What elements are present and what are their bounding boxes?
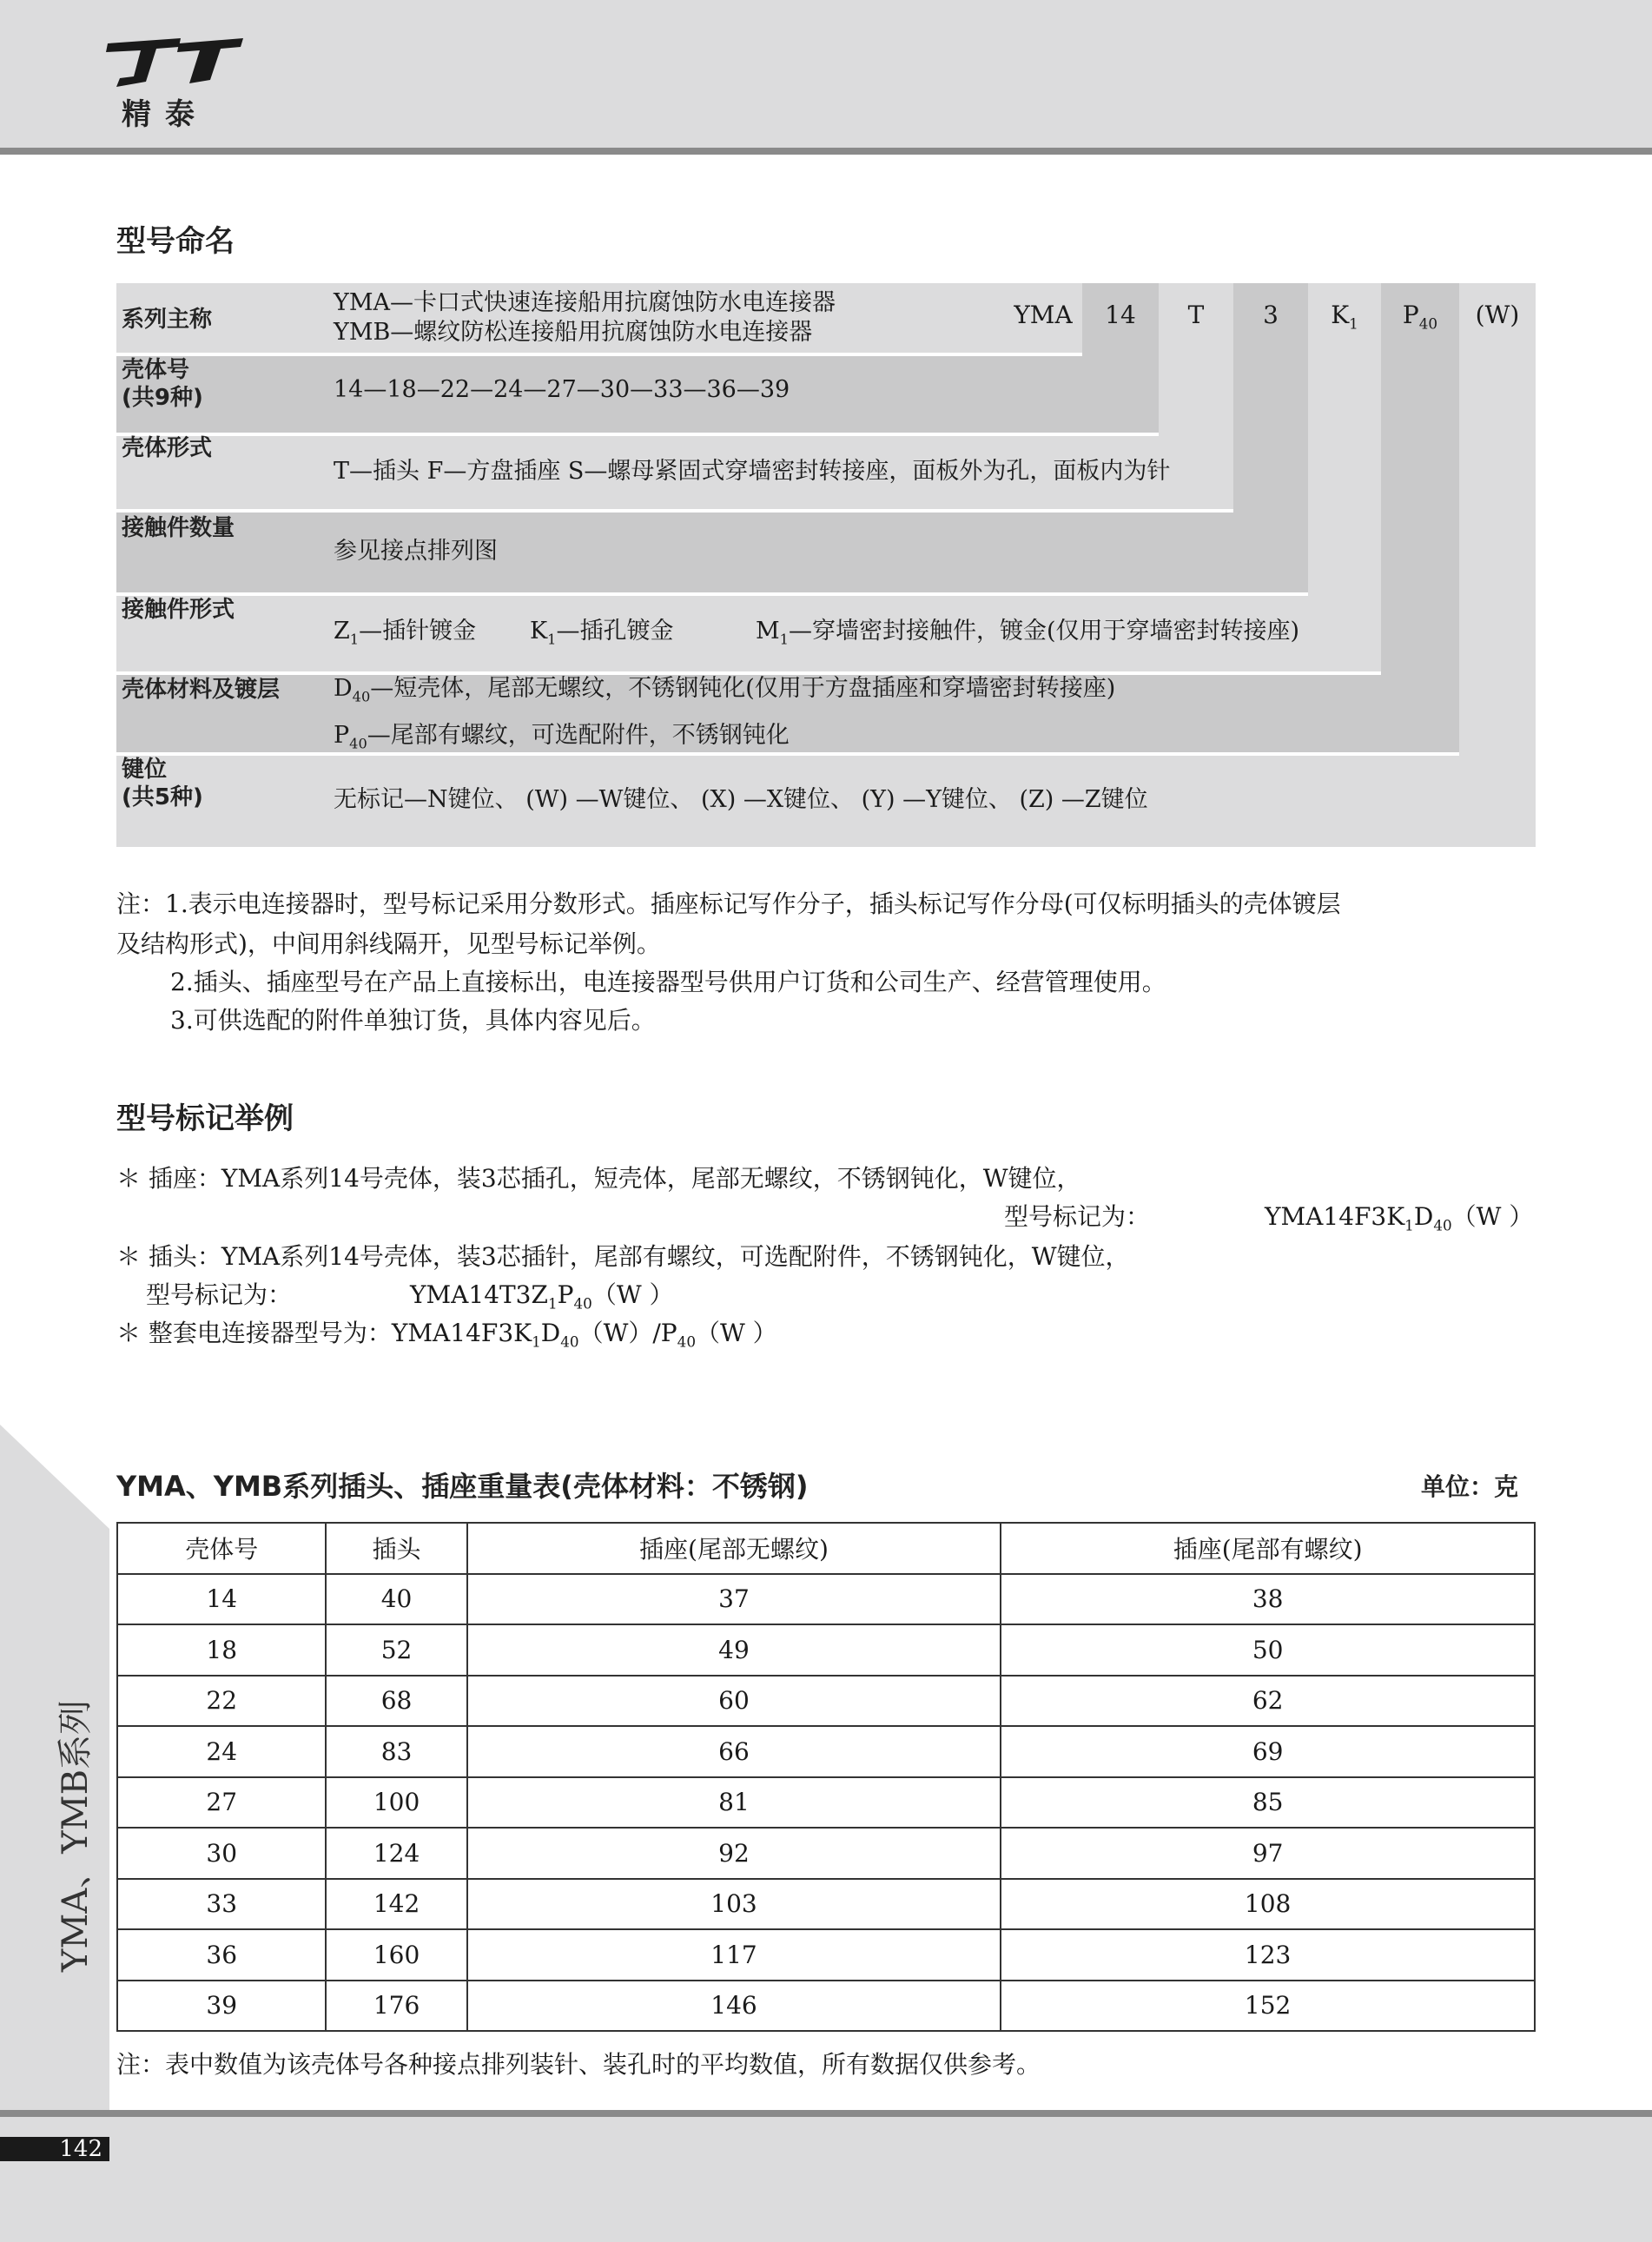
value-keying: 无标记—N键位、 (W) —W键位、 (X) —X键位、 (Y) —Y键位、 (Z) —Z键位: [334, 786, 1148, 813]
jt-logo-icon: [104, 36, 243, 89]
cell: 14: [117, 1574, 326, 1625]
cell: 38: [1001, 1574, 1535, 1625]
row-divider: [116, 509, 1233, 513]
label-keying-count: (共5种): [122, 784, 203, 810]
cell: 142: [326, 1879, 466, 1930]
table-row: [117, 1624, 1535, 1676]
col-header-socket-thread: 插座(尾部有螺纹): [1001, 1523, 1535, 1574]
table-row: [117, 1574, 1535, 1625]
cell: 37: [467, 1574, 1001, 1625]
example-set-code: ＊ 整套电连接器型号为：$YMA14F3K_1D_{40}(W)/P_{40}(W$ ）: [116, 1319, 777, 1351]
table-row: [117, 1879, 1535, 1930]
cell: 30: [117, 1828, 326, 1879]
col-header-socket-nothread: 插座(尾部无螺纹): [467, 1523, 1001, 1574]
weights-note: 注：表中数值为该壳体号各种接点排列装针、装孔时的平均数值，所有数据仅供参考。: [116, 2050, 1041, 2079]
col-header-shell: 壳体号: [117, 1523, 326, 1574]
cell: 60: [467, 1676, 1001, 1727]
cell: 83: [326, 1726, 466, 1777]
cell: 36: [117, 1929, 326, 1981]
label-contact-type: 接触件形式: [122, 597, 235, 623]
value-material-p40: $P_{40}—$尾部有螺纹，可选配附件，不锈钢钝化: [334, 722, 790, 752]
example-heading: 型号标记举例: [116, 1101, 294, 1136]
label-material: 壳体材料及镀层: [122, 677, 281, 703]
cell: 39: [117, 1981, 326, 2032]
table-row: [117, 1777, 1535, 1829]
cell: 66: [467, 1726, 1001, 1777]
value-shell-sizes: 14—18—22—24—27—30—33—36—39: [334, 376, 790, 403]
table-header-row: [117, 1523, 1535, 1574]
cell: 124: [326, 1828, 466, 1879]
cell: 49: [467, 1624, 1001, 1676]
note-line-1: 注：1.表示电连接器时，型号标记采用分数形式。插座标记写作分子，插头标记写作分母(可仅标明插头的壳体镀层: [116, 890, 1341, 918]
side-series-title: YMA、YMB系列: [56, 1699, 96, 1972]
footer-rule: [0, 2110, 1652, 2117]
code-w: (W): [1475, 301, 1520, 329]
header-rule: [0, 148, 1652, 155]
row-divider: [116, 592, 1308, 596]
row-divider: [116, 433, 1159, 436]
page-header: [0, 0, 1652, 148]
naming-heading: 型号命名: [116, 224, 235, 259]
col-header-plug: 插头: [326, 1523, 466, 1574]
cell: 81: [467, 1777, 1001, 1829]
code-yma: YMA: [1014, 301, 1073, 329]
value-shell-type: T—插头 F—方盘插座 S—螺母紧固式穿墙密封转接座，面板外为孔，面板内为针: [334, 458, 1171, 485]
page-footer: [0, 2117, 1652, 2242]
code-k1: $K_1$: [1331, 301, 1358, 333]
cell: 33: [117, 1879, 326, 1930]
label-shell-size-count: (共9种): [122, 385, 203, 411]
cell: 176: [326, 1981, 466, 2032]
value-contact-count: 参见接点排列图: [334, 538, 498, 565]
cell: 103: [467, 1879, 1001, 1930]
cell: 117: [467, 1929, 1001, 1981]
cell: 18: [117, 1624, 326, 1676]
cell: 22: [117, 1676, 326, 1727]
cell: 24: [117, 1726, 326, 1777]
code-14: 14: [1105, 301, 1136, 329]
page-number: 142: [0, 2137, 109, 2161]
brand-logo: [104, 36, 243, 92]
label-contact-count: 接触件数量: [122, 515, 235, 541]
table-row: [117, 1828, 1535, 1879]
table-row: [117, 1981, 1535, 2032]
brand-name: 精泰: [122, 97, 208, 132]
cell: 62: [1001, 1676, 1535, 1727]
cell: 160: [326, 1929, 466, 1981]
cell: 68: [326, 1676, 466, 1727]
note-line-3: 3.可供选配的附件单独订货，具体内容见后。: [170, 1006, 656, 1035]
value-material-d40: $D_{40}—$短壳体，尾部无螺纹，不锈钢钝化(仅用于方盘插座和穿墙密封转接座): [334, 675, 1116, 705]
label-series: 系列主称: [122, 307, 213, 333]
cell: 40: [326, 1574, 466, 1625]
cell: 85: [1001, 1777, 1535, 1829]
table-row: [117, 1726, 1535, 1777]
value-contact-z1: $Z_1—$插针镀金: [334, 618, 477, 648]
cell: 146: [467, 1981, 1001, 2032]
weights-unit: 单位：克: [1421, 1472, 1519, 1501]
cell: 152: [1001, 1981, 1535, 2032]
code-p40: $P_{40}$: [1402, 301, 1438, 333]
example-plug-desc: ＊ 插头：YMA系列14号壳体，装3芯插针，尾部有螺纹，可选配附件，不锈钢钝化，W键位，: [116, 1242, 1130, 1271]
example-socket-desc: ＊ 插座：YMA系列14号壳体，装3芯插孔，短壳体，尾部无螺纹，不锈钢钝化，W键位，: [116, 1164, 1081, 1193]
weights-table: [116, 1522, 1536, 2032]
cell: 97: [1001, 1828, 1535, 1879]
value-series-ymb: YMB—螺纹防松连接船用抗腐蚀防水电连接器: [334, 319, 813, 346]
label-keying: 键位: [122, 757, 168, 783]
cell: 92: [467, 1828, 1001, 1879]
cell: 69: [1001, 1726, 1535, 1777]
table-row: [117, 1929, 1535, 1981]
cell: 100: [326, 1777, 466, 1829]
example-plug-label: 型号标记为：: [146, 1280, 293, 1309]
value-contact-k1: $K_1—$插孔镀金: [530, 618, 674, 648]
note-line-1b: 及结构形式)，中间用斜线隔开，见型号标记举例。: [116, 929, 661, 958]
code-t: T: [1187, 301, 1205, 329]
weights-title: YMA、YMB系列插头、插座重量表(壳体材料：不锈钢): [116, 1470, 809, 1503]
example-plug-code: $YMA14T3Z_1P_{40}(W$ ）: [410, 1280, 674, 1313]
value-series-yma: YMA—卡口式快速连接船用抗腐蚀防水电连接器: [334, 289, 836, 316]
table-row: [117, 1676, 1535, 1727]
example-socket-label: 型号标记为：: [1004, 1202, 1151, 1231]
cell: 52: [326, 1624, 466, 1676]
label-shell-type: 壳体形式: [122, 435, 213, 461]
value-contact-m1: $M_1—$穿墙密封接触件，镀金(仅用于穿墙密封转接座): [756, 618, 1300, 648]
cell: 123: [1001, 1929, 1535, 1981]
row-divider: [116, 353, 1082, 356]
cell: 108: [1001, 1879, 1535, 1930]
cell: 27: [117, 1777, 326, 1829]
code-3: 3: [1263, 301, 1279, 329]
note-line-2: 2.插头、插座型号在产品上直接标出，电连接器型号供用户订货和公司生产、经营管理使用。: [170, 968, 1166, 996]
example-socket-code: $YMA14F3K_1D_{40}(W$ ）: [1265, 1202, 1534, 1234]
label-shell-size: 壳体号: [122, 357, 190, 383]
cell: 50: [1001, 1624, 1535, 1676]
